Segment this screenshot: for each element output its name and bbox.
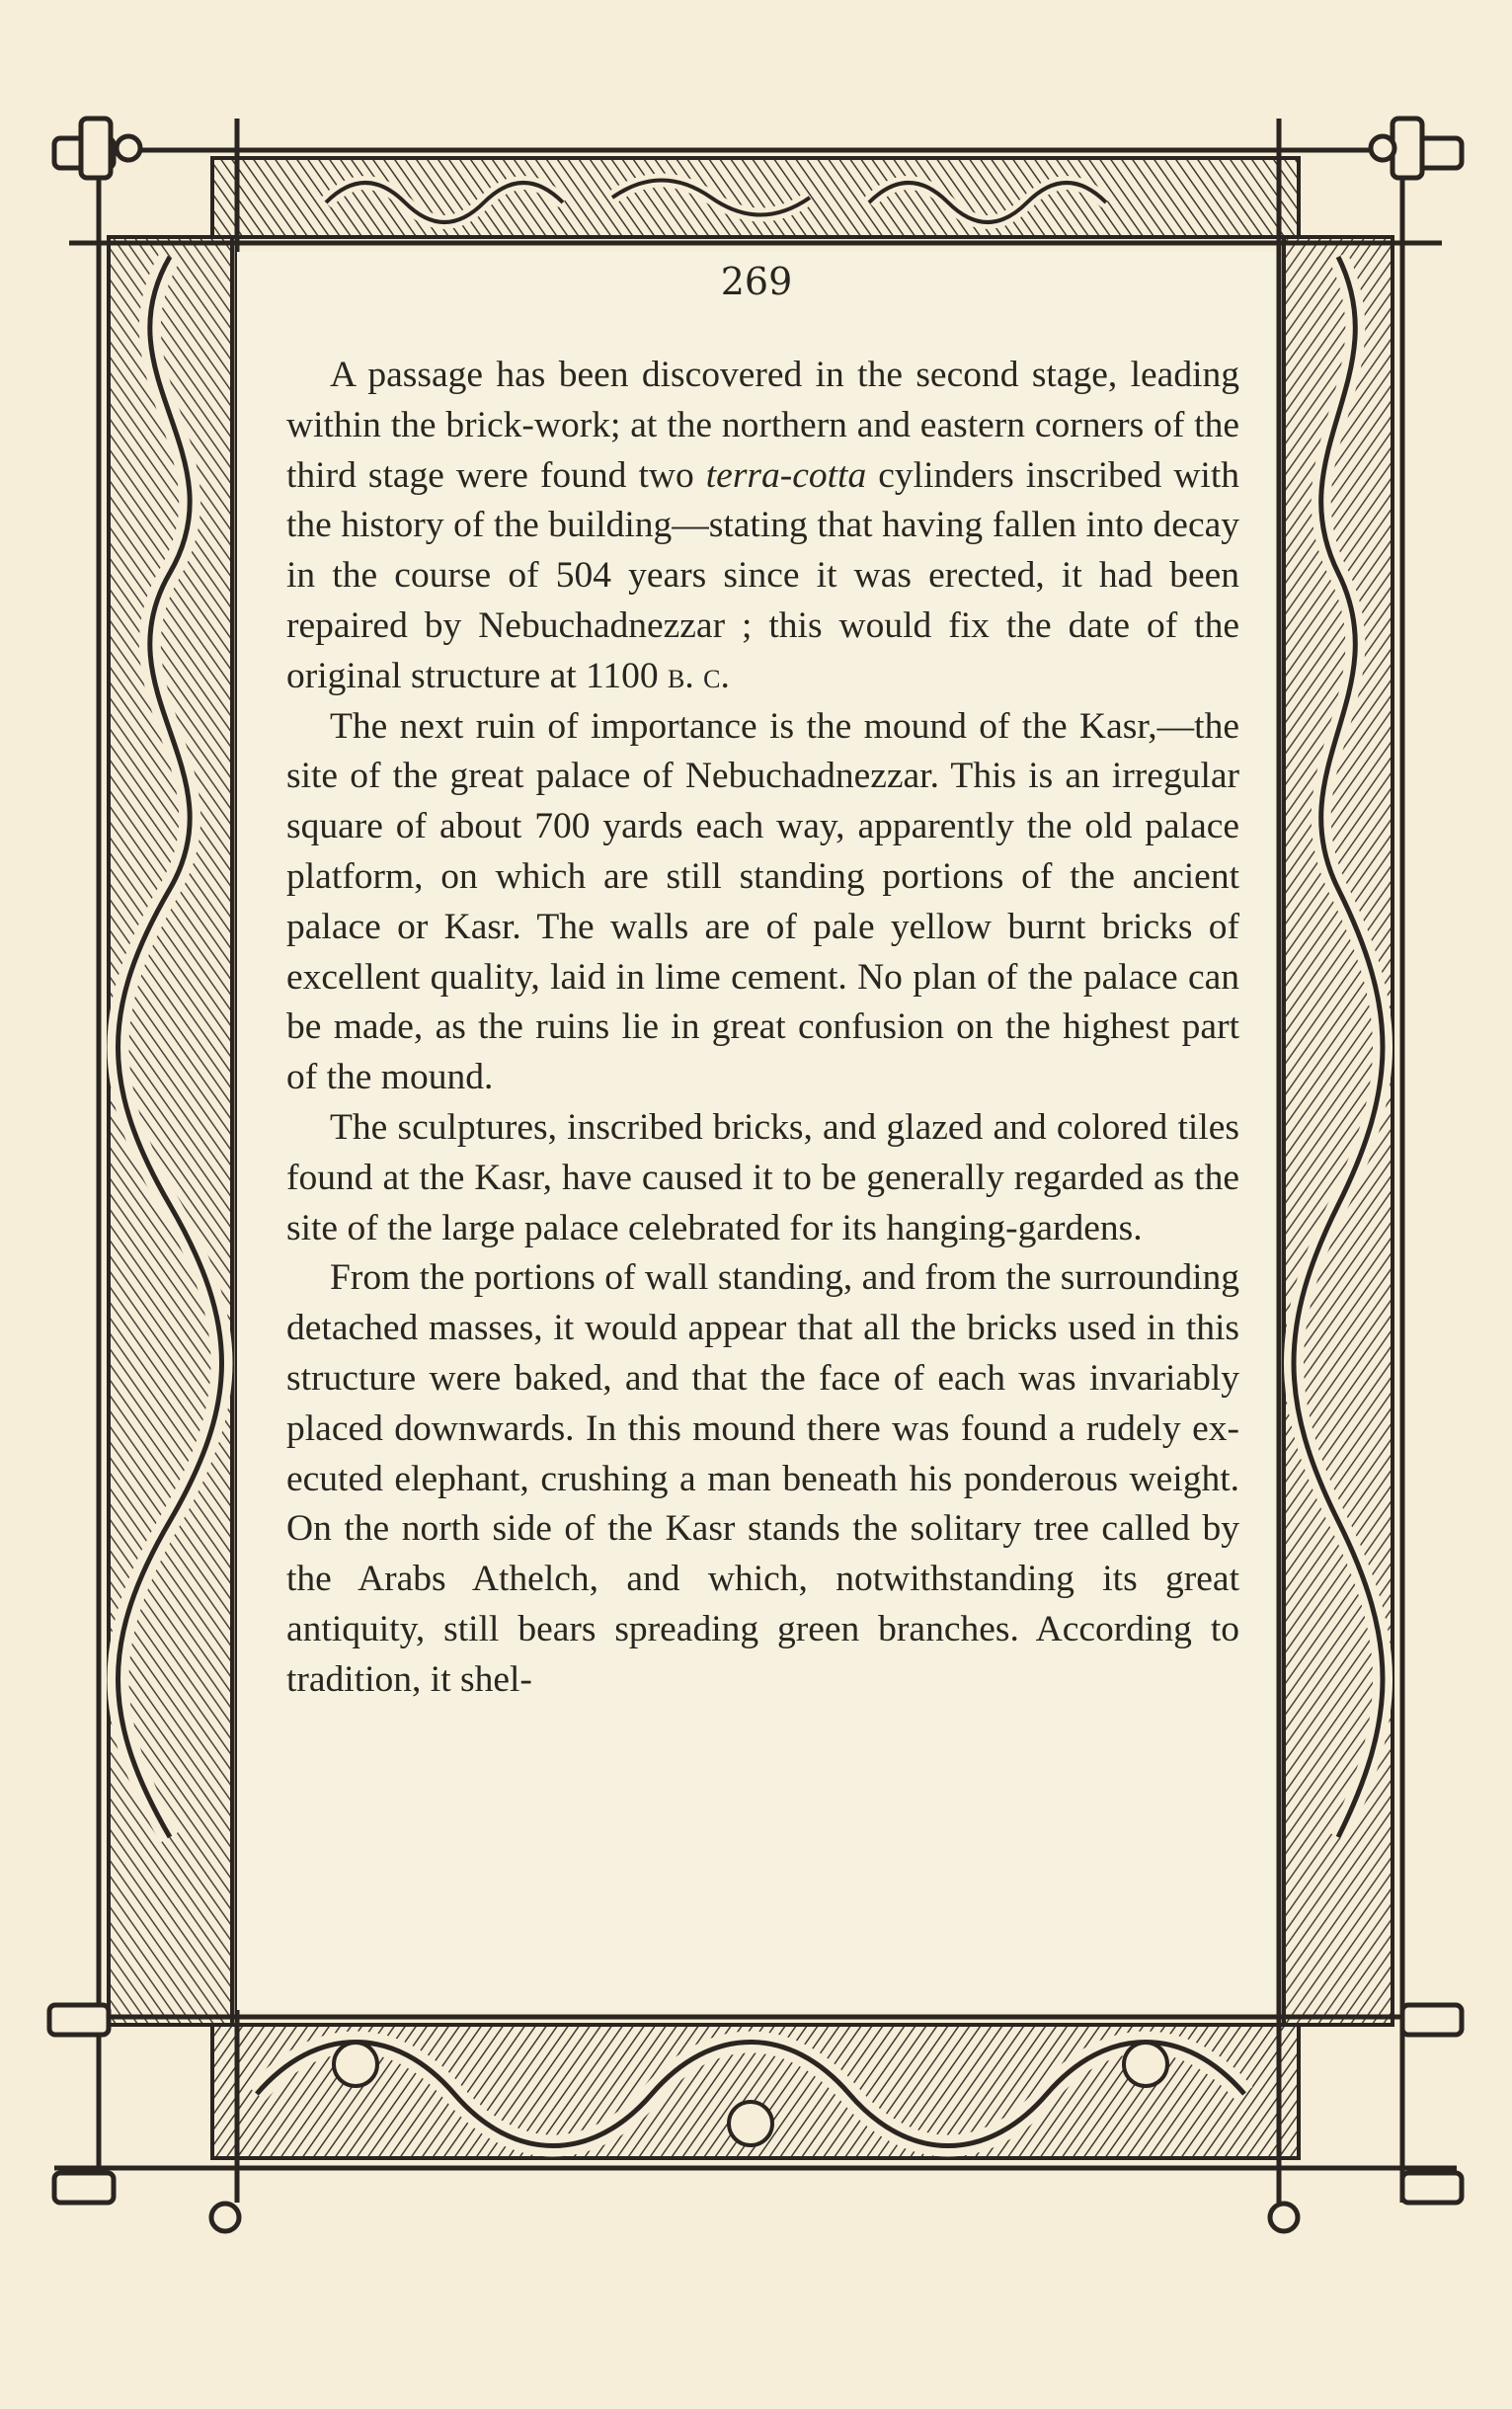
paragraph [286,702,1239,1103]
paragraph [286,1103,1239,1253]
left-border-column [99,119,237,2203]
paragraph [286,1253,1239,1705]
bottom-border-band [54,2017,1457,2168]
text-run: cylinders inscribed with the history of the building—stating that having fallen into decay in the course of 504 years since it was erected, it had been repaired by Nebuchadnezzar ; this would fix the date of the original structure at 1100 [286,454,1239,696]
right-border-column [1279,119,1402,2203]
text-run: The next ruin of importance is the mound of the Kasr,—the site of the great palace of Nebuchadnezzar. This is an irregular square of about 700 yards each way, apparently the old palace platform, on which are still standing portions of the ancient palace or Kasr. The walls are of pale yellow burnt bricks of excellent quality, laid in lime cement. No plan of the palace can be made, as the ruins lie in great confusion on the highest part of the mound. [286,705,1239,1098]
text-run: The sculptures, inscribed bricks, and glazed and colored tiles found at the Kasr, have caused it to be generally regarded as the site of the large palace celebrated for its hanging-gardens. [286,1106,1239,1248]
text-run: terra-cotta [705,454,867,496]
page-number: 269 [720,260,793,303]
text-panel [237,252,1276,2010]
text-run: A passage has been discovered in the second stage, leading within the brick-work; at the northern and eastern corners of the third stage were found two [286,355,1239,496]
text-run: b. c. [668,655,730,696]
top-border-band [69,150,1442,243]
paragraph [286,351,1239,702]
text-run: From the portions of wall standing, and from the surrounding detached masses, it would appear that all the bricks used in this structure were baked, and that the face of each was invariably placed downwards. In this mound there was found a rudely executed elephant, crushing a man beneath his ponderous weight. On the north side of the Kasr stands the solitary tree called by the Arabs Athelch, and which, notwithstanding its great antiquity, still bears spreading green branches. According to tradition, it shel- [286,1257,1239,1700]
body-text [286,351,1239,1706]
